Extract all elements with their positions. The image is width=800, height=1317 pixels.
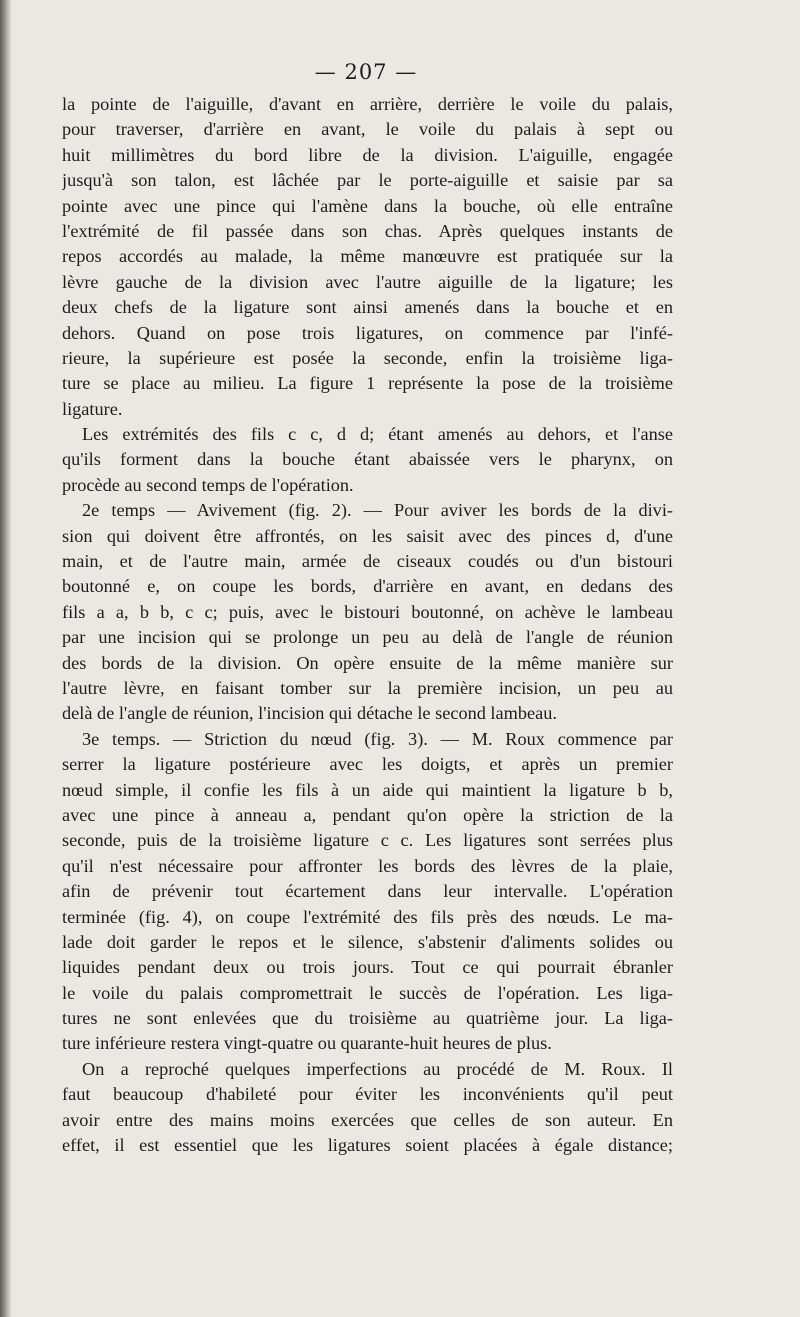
- text-line: delà de l'angle de réunion, l'incision qui détache le second lambeau.: [62, 703, 557, 724]
- text-line: pointe avec une pince qui l'amène dans la bouche, où elle entraîne: [62, 195, 673, 216]
- text-line: qu'il n'est nécessaire pour affronter les bords des lèvres de la plaie,: [62, 855, 673, 876]
- text-line: terminée (fig. 4), on coupe l'extrémité des fils près des nœuds. Le ma-: [62, 906, 673, 927]
- text-line: qu'ils forment dans la bouche étant abaissée vers le pharynx, on: [62, 449, 673, 470]
- text-line: ture inférieure restera vingt-quatre ou quarante-huit heures de plus.: [62, 1033, 552, 1054]
- text-line: faut beaucoup d'habileté pour éviter les inconvénients qu'il peut: [62, 1084, 673, 1105]
- text-line: effet, il est essentiel que les ligatures soient placées à égale distance;: [62, 1135, 673, 1156]
- text-line: avoir entre des mains moins exercées que celles de son auteur. En: [62, 1109, 673, 1130]
- text-line: dehors. Quand on pose trois ligatures, on commence par l'infé-: [62, 322, 673, 343]
- text-line: huit millimètres du bord libre de la division. L'aiguille, engagée: [62, 144, 673, 165]
- text-line: tures ne sont enlevées que du troisième au quatrième jour. La liga-: [62, 1008, 673, 1029]
- text-line: ligature.: [62, 398, 123, 419]
- text-line: ture se place au milieu. La figure 1 représente la pose de la troisième: [62, 373, 673, 394]
- page-number: — 207 —: [314, 60, 418, 84]
- text-line: repos accordés au malade, la même manœuvre est pratiquée sur la: [62, 246, 673, 267]
- text-line: jusqu'à son talon, est lâchée par le porte-aiguille et saisie par sa: [62, 170, 673, 191]
- text-line: 3e temps. — Striction du nœud (fig. 3). — M. Roux commence par: [82, 728, 673, 749]
- text-line: seconde, puis de la troisième ligature c c. Les ligatures sont serrées plus: [62, 830, 673, 851]
- text-line: liquides pendant deux ou trois jours. Tout ce qui pourrait ébranler: [62, 957, 673, 978]
- text-line: le voile du palais compromettrait le succès de l'opération. Les liga-: [62, 982, 673, 1003]
- text-line: sion qui doivent être affrontés, on les saisit avec des pinces d, d'une: [62, 525, 673, 546]
- text-line: par une incision qui se prolonge un peu au delà de l'angle de réunion: [62, 627, 673, 648]
- text-line: la pointe de l'aiguille, d'avant en arrière, derrière le voile du palais,: [62, 94, 673, 114]
- text-line: des bords de la division. On opère ensuite de la même manière sur: [62, 652, 673, 673]
- book-binding-edge: [0, 0, 12, 1317]
- text-line: main, et de l'autre main, armée de ciseaux coudés ou d'un bistouri: [62, 551, 673, 572]
- text-line: rieure, la supérieure est posée la seconde, enfin la troisième liga-: [62, 347, 673, 368]
- text-line: lèvre gauche de la division avec l'autre aiguille de la ligature; les: [62, 271, 673, 292]
- text-line: boutonné e, on coupe les bords, d'arrière en avant, en dedans des: [62, 576, 673, 597]
- text-line: afin de prévenir tout écartement dans leur intervalle. L'opération: [62, 881, 673, 902]
- text-line: avec une pince à anneau a, pendant qu'on opère la striction de la: [62, 804, 673, 825]
- text-line: lade doit garder le repos et le silence, s'abstenir d'aliments solides ou: [62, 931, 673, 952]
- text-line: l'extrémité de fil passée dans son chas. Après quelques instants de: [62, 220, 673, 241]
- body-text: [62, 92, 673, 1158]
- text-line: nœud simple, il confie les fils à un aide qui maintient la ligature b b,: [62, 779, 673, 800]
- text-line: On a reproché quelques imperfections au procédé de M. Roux. Il: [82, 1058, 673, 1079]
- text-line: l'autre lèvre, en faisant tomber sur la première incision, un peu au: [62, 677, 673, 698]
- text-line: serrer la ligature postérieure avec les doigts, et après un premier: [62, 754, 673, 775]
- text-line: 2e temps — Avivement (fig. 2). — Pour aviver les bords de la divi-: [82, 500, 673, 521]
- text-line: deux chefs de la ligature sont ainsi amenés dans la bouche et en: [62, 297, 673, 318]
- text-line: procède au second temps de l'opération.: [62, 474, 354, 495]
- text-line: fils a a, b b, c c; puis, avec le bistouri boutonné, on achève le lambeau: [62, 601, 673, 622]
- text-line: pour traverser, d'arrière en avant, le voile du palais à sept ou: [62, 119, 673, 140]
- text-line: Les extrémités des fils c c, d d; étant amenés au dehors, et l'anse: [82, 424, 673, 445]
